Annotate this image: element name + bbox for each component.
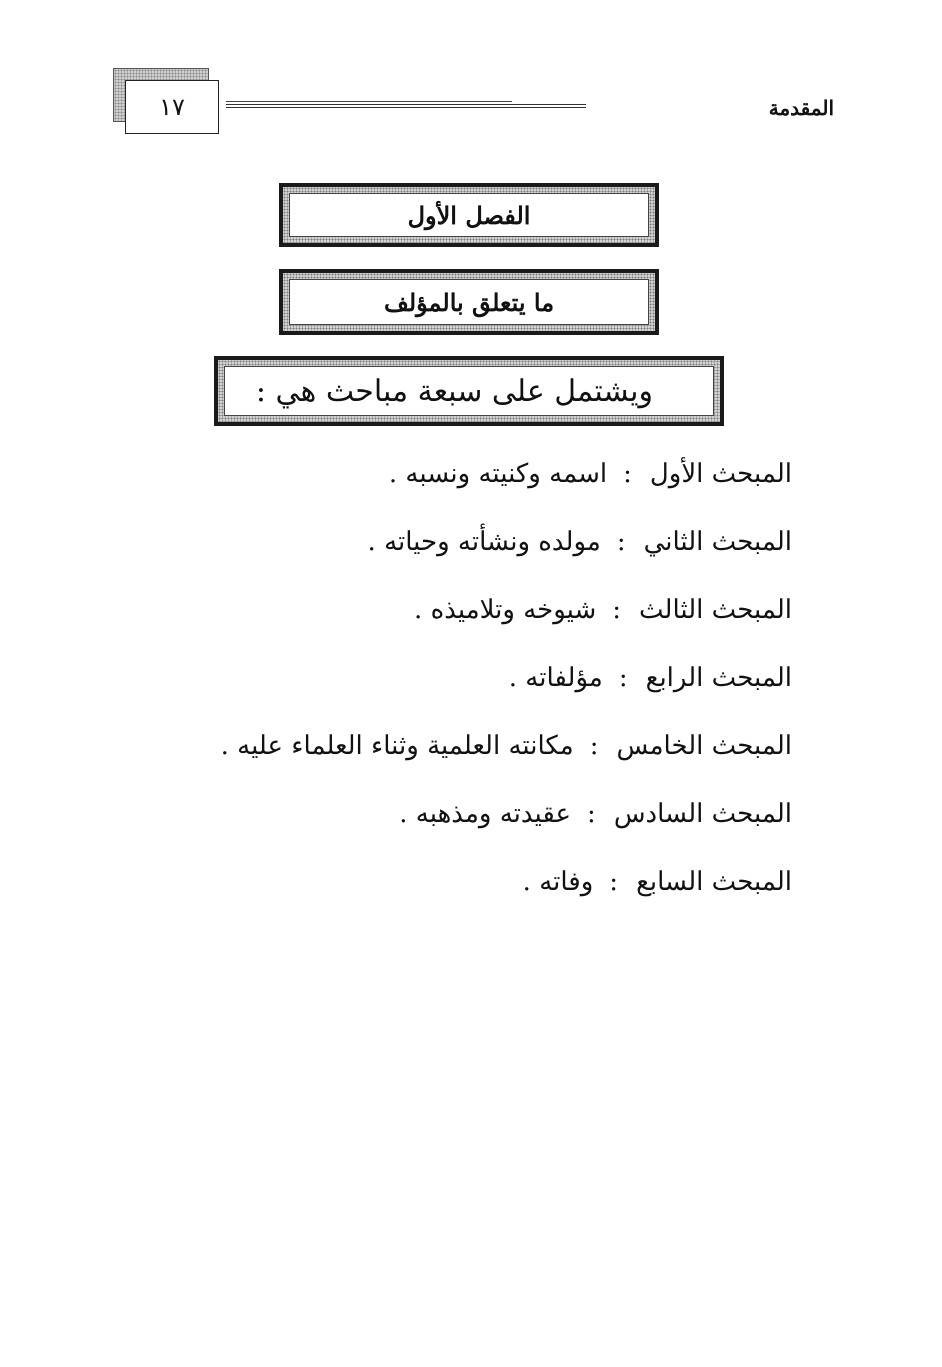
header-rule-thin [226,101,512,102]
section-item [221,518,792,586]
section-colon: : [612,595,622,625]
chapter-title-box [279,183,659,247]
section-text: عقيدته ومذهبه . [399,799,572,829]
section-label: المبحث السابع [636,867,792,897]
section-label: المبحث الرابع [645,663,792,693]
section-colon: : [609,867,619,897]
running-head: المقدمة [768,96,834,120]
section-colon: : [589,731,599,761]
section-text: شيوخه وتلاميذه . [414,595,597,625]
section-text: مكانته العلمية وثناء العلماء عليه . [220,731,574,761]
page-number: ١٧ [125,80,219,134]
section-label: المبحث السادس [613,799,792,829]
section-item [221,450,792,518]
section-item [221,722,792,790]
subject-title-box [279,269,659,335]
header-rule [226,104,586,108]
section-label: المبحث الثالث [639,595,792,625]
chapter-title: الفصل الأول [289,193,649,237]
contents-intro-box [214,356,724,426]
section-colon: : [623,459,632,489]
section-text: مؤلفاته . [508,663,603,693]
section-label: المبحث الأول [649,459,792,489]
section-list [221,450,792,926]
section-item [221,790,792,858]
section-colon: : [616,527,626,557]
section-label: المبحث الثاني [643,527,792,557]
section-label: المبحث الخامس [616,731,792,761]
subject-title: ما يتعلق بالمؤلف [289,279,649,325]
section-colon: : [618,663,628,693]
contents-intro: ويشتمل على سبعة مباحث هي : [224,366,714,416]
section-item [221,858,792,926]
section-colon: : [587,799,596,829]
section-text: مولده ونشأته وحياته . [367,527,601,557]
section-item [221,654,792,722]
section-item [221,586,792,654]
section-text: اسمه وكنيته ونسبه . [388,459,608,489]
section-text: وفاته . [522,867,594,897]
